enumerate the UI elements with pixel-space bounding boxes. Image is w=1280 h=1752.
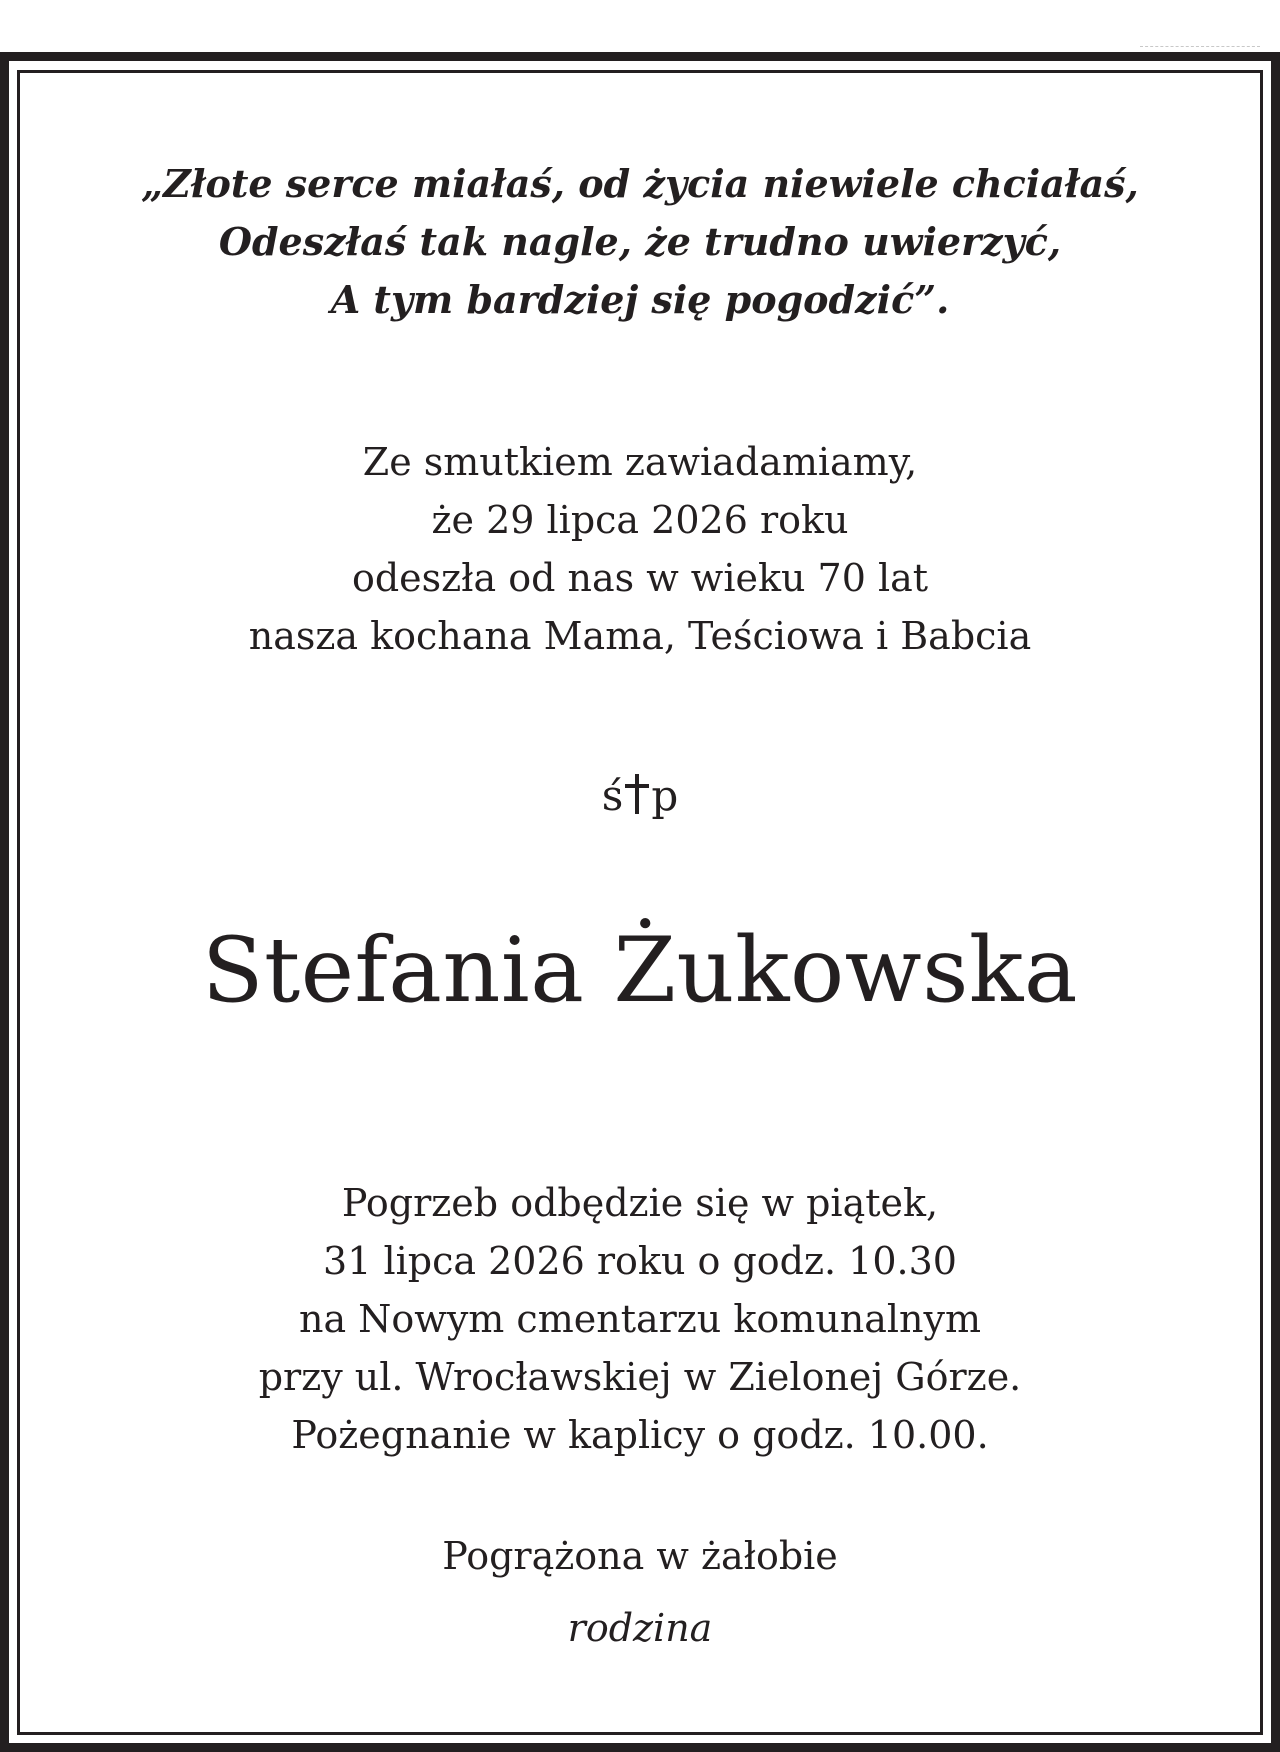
funeral-line: przy ul. Wrocławskiej w Zielonej Górze. [258,1355,1022,1399]
funeral-line: 31 lipca 2026 roku o godz. 10.30 [323,1239,957,1283]
motto-quote [20,155,1260,329]
motto-line: Odeszłaś tak nagle, że trudno uwierzyć, [218,219,1062,264]
mourning-line: Pogrążona w żałobie [442,1534,838,1578]
announcement-line: Ze smutkiem zawiadamiamy, [362,440,918,484]
stp-prefix: ś [601,771,624,820]
motto-line: A tym bardziej się pogodzić”. [330,277,950,322]
stp-mark [20,766,1260,826]
funeral-line: na Nowym cmentarzu komunalnym [298,1297,982,1341]
funeral-line: Pożegnanie w kaplicy o godz. 10.00. [291,1413,989,1457]
motto-line: „Złote serce miałaś, od życia niewiele chciałaś, [141,161,1139,206]
stp-suffix: p [651,771,679,820]
funeral-line: Pogrzeb odbędzie się w piątek, [341,1181,939,1225]
family-signature: rodzina [567,1606,713,1650]
page-edge-mark [1140,46,1260,47]
deceased-name: Stefania Żukowska [201,918,1079,1023]
funeral-details [20,1174,1260,1464]
announcement-line: odeszła od nas w wieku 70 lat [351,556,929,600]
death-announcement [20,433,1260,665]
announcement-line: nasza kochana Mama, Teściowa i Babcia [248,614,1032,658]
cross-icon [625,774,649,814]
announcement-line: że 29 lipca 2026 roku [431,498,849,542]
